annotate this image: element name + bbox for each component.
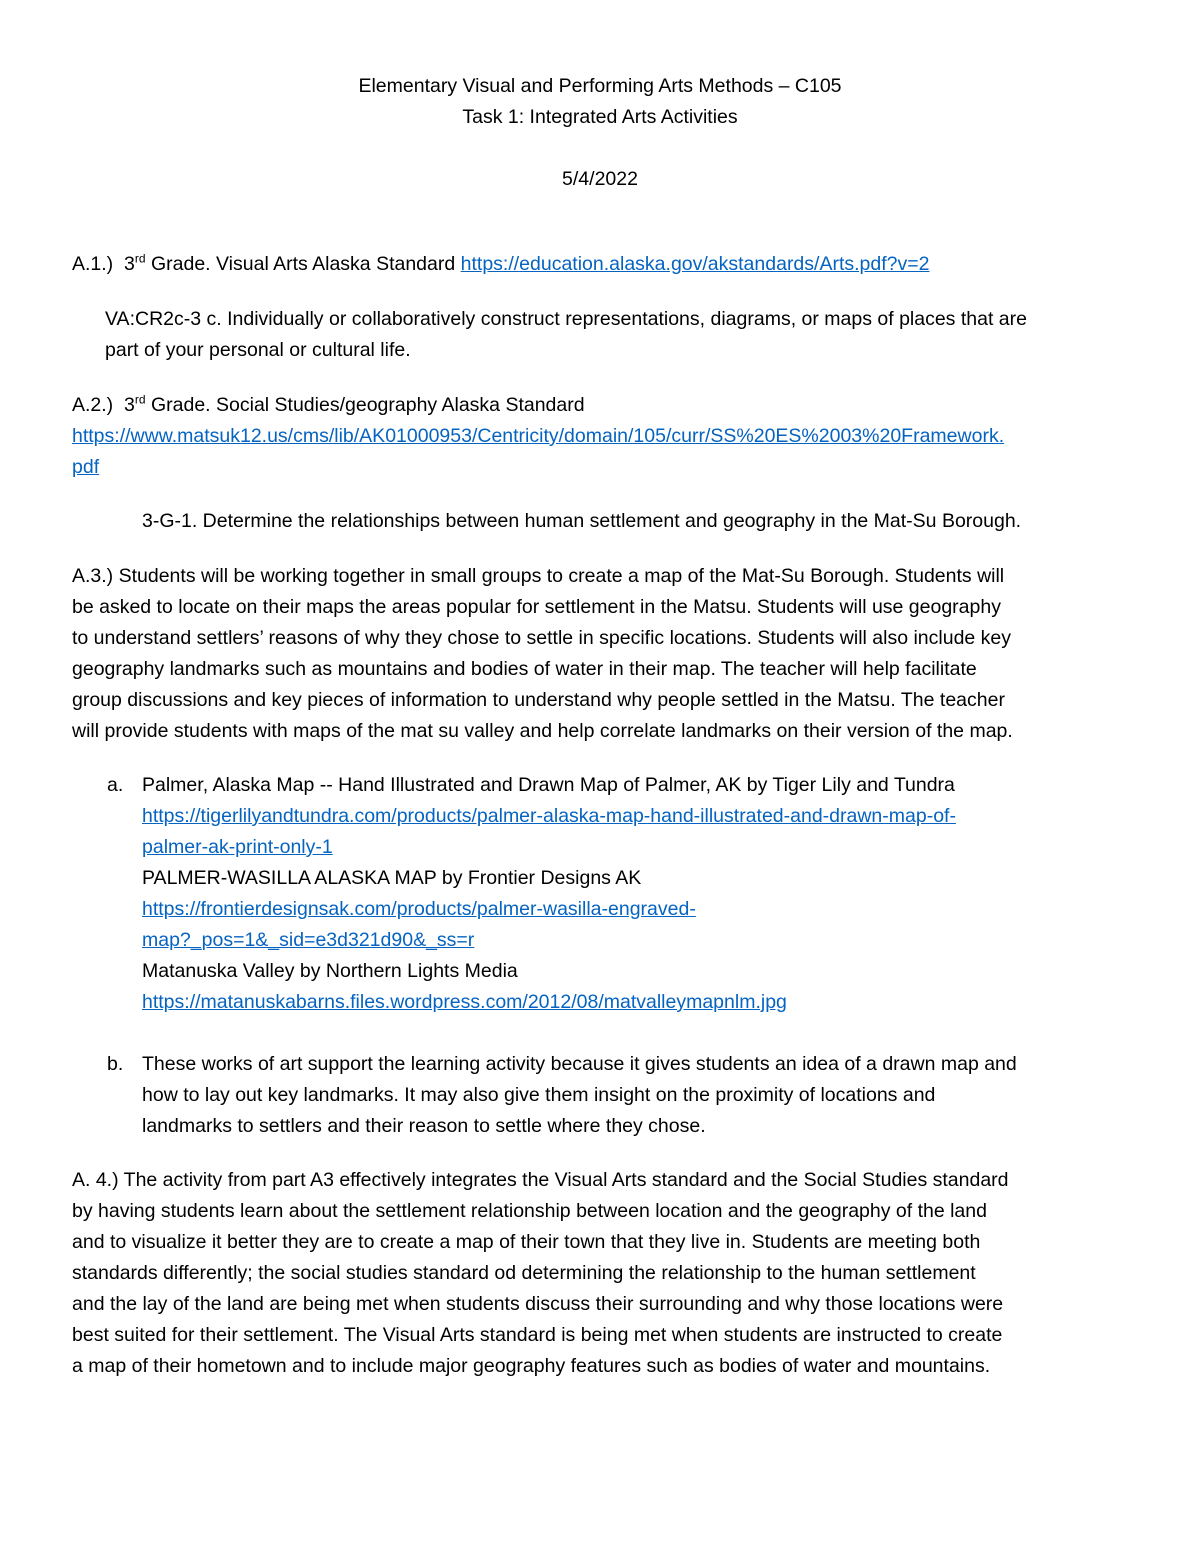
a3-paragraph-line: be asked to locate on their maps the areas popular for settlement in the Matsu. Students will use geography	[72, 596, 1001, 618]
a2-grade-text: Grade. Social Studies/geography Alaska Standard	[145, 394, 585, 416]
a3-paragraph-line: A.3.) Students will be working together in small groups to create a map of the Mat-Su Borough. Students will	[72, 565, 1005, 587]
a2-label: A.2.)	[72, 394, 114, 416]
a3-paragraph-line: to understand settlers’ reasons of why they chose to settle in specific locations. Students will also include key	[72, 627, 1012, 649]
a2-link-line2-wrap	[72, 452, 99, 483]
a4-paragraph-line: by having students learn about the settlement relationship between location and the geography of the land	[72, 1200, 987, 1222]
a3-paragraph-line: group discussions and key pieces of information to understand why people settled in the Matsu. The teacher	[72, 689, 1005, 711]
a1-heading	[72, 249, 929, 280]
a1-standard-link[interactable]: https://education.alaska.gov/akstandards/Arts.pdf?v=2	[460, 253, 930, 275]
a4-paragraph-line: and the lay of the land are being met when students discuss their surrounding and why those locations were	[72, 1293, 1004, 1315]
item-b-line: how to lay out key landmarks. It may also give them insight on the proximity of locations and	[142, 1084, 936, 1106]
artwork-link-2-line2[interactable]: map?_pos=1&_sid=e3d321d90&_ss=r	[142, 929, 475, 951]
a2-standard-link-line1[interactable]: https://www.matsuk12.us/cms/lib/AK01000953/Centricity/domain/105/curr/SS%20ES%2003%20Framework.	[72, 425, 1005, 447]
a2-link-line1-wrap	[72, 421, 1004, 452]
a2-heading	[72, 390, 585, 421]
a4-paragraph-line: A. 4.) The activity from part A3 effectively integrates the Visual Arts standard and the Social Studies standard	[72, 1169, 1009, 1191]
artwork-link-3-wrap	[142, 987, 787, 1018]
a1-grade-num: 3	[124, 253, 135, 275]
a3-paragraph-line: will provide students with maps of the mat su valley and help correlate landmarks on their version of the map.	[72, 720, 1013, 742]
item-b-line: These works of art support the learning activity because it gives students an idea of a drawn map and	[142, 1053, 1017, 1075]
artwork-title-3: Matanuska Valley by Northern Lights Media	[142, 960, 518, 982]
artwork-link-1-line2-wrap	[142, 832, 333, 863]
artwork-link-3[interactable]: https://matanuskabarns.files.wordpress.com/2012/08/matvalleymapnlm.jpg	[142, 991, 787, 1013]
a2-grade-num: 3	[124, 394, 135, 416]
a1-standard-line2: part of your personal or cultural life.	[105, 339, 411, 361]
a1-standard-line1: VA:CR2c-3 c. Individually or collaboratively construct representations, diagrams, or maps of places that are	[105, 308, 1027, 330]
list-marker-b: b.	[107, 1053, 124, 1075]
artwork-link-2-line1[interactable]: https://frontierdesignsak.com/products/palmer-wasilla-engraved-	[142, 898, 696, 920]
artwork-link-2-line2-wrap	[142, 925, 474, 956]
artwork-link-2-line1-wrap	[142, 894, 696, 925]
a2-grade-sup: rd	[134, 392, 146, 407]
item-b-line: landmarks to settlers and their reason to settle where they chose.	[142, 1115, 706, 1137]
a4-paragraph-line: and to visualize it better they are to create a map of their town that they live in. Students are meeting both	[72, 1231, 981, 1253]
a2-standard-text: 3-G-1. Determine the relationships between human settlement and geography in the Mat-Su Borough.	[142, 510, 1022, 532]
a1-label: A.1.)	[72, 253, 114, 275]
artwork-link-1-line1-wrap	[142, 801, 956, 832]
task-title: Task 1: Integrated Arts Activities	[462, 106, 738, 128]
a1-grade-sup: rd	[134, 251, 146, 266]
artwork-link-1-line1[interactable]: https://tigerlilyandtundra.com/products/palmer-alaska-map-hand-illustrated-and-drawn-map-of-	[142, 805, 956, 827]
list-marker-a: a.	[107, 774, 124, 796]
course-title: Elementary Visual and Performing Arts Methods – C105	[358, 75, 842, 97]
artwork-title-2: PALMER-WASILLA ALASKA MAP by Frontier Designs AK	[142, 867, 642, 889]
a4-paragraph-line: a map of their hometown and to include major geography features such as bodies of water and mountains.	[72, 1355, 991, 1377]
artwork-link-1-line2[interactable]: palmer-ak-print-only-1	[142, 836, 333, 858]
a4-paragraph-line: best suited for their settlement. The Visual Arts standard is being met when students are instructed to create	[72, 1324, 1003, 1346]
a4-paragraph-line: standards differently; the social studies standard od determining the relationship to the human settlement	[72, 1262, 976, 1284]
a3-paragraph-line: geography landmarks such as mountains and bodies of water in their map. The teacher will help facilitate	[72, 658, 977, 680]
a1-grade-text: Grade. Visual Arts Alaska Standard	[145, 253, 461, 275]
a2-standard-link-line2[interactable]: pdf	[72, 456, 100, 478]
artwork-title-1: Palmer, Alaska Map -- Hand Illustrated and Drawn Map of Palmer, AK by Tiger Lily and Tundra	[142, 774, 955, 796]
document-date: 5/4/2022	[562, 168, 638, 190]
